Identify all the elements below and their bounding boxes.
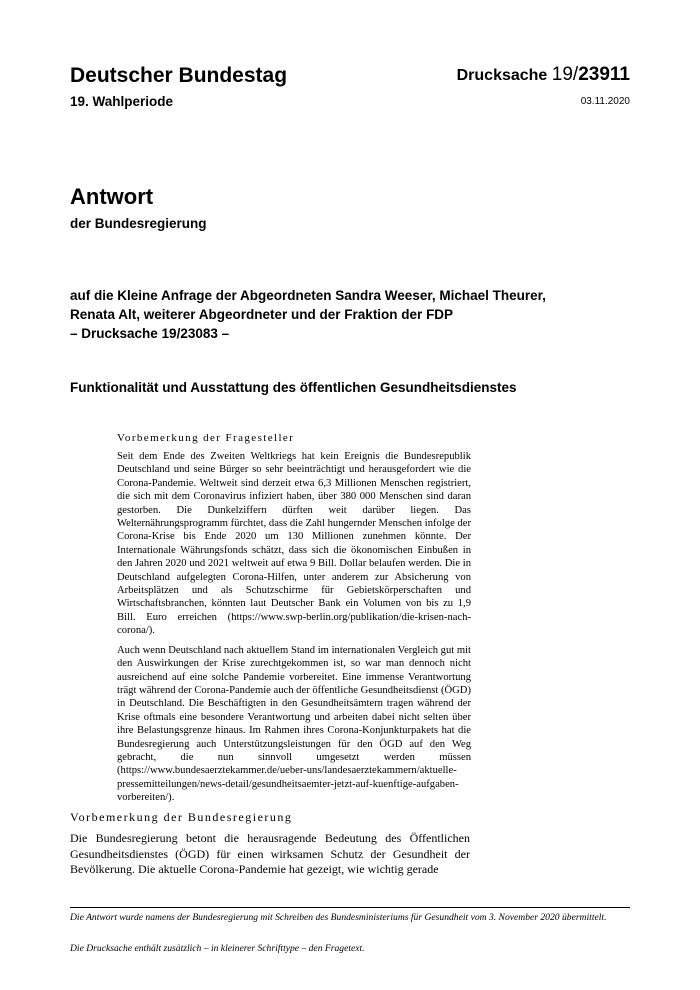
- drucksache-number-main: 23911: [578, 64, 630, 85]
- vorbemerkung-bundesregierung-text: Die Bundesregierung betont die herausragende Bedeutung des Öffentlichen Gesundheitsdienstes (ÖGD) für einen wirksamen Schutz der Gesundheit der Bevölkerung. Die aktuelle Corona-Pandemie hat gezeigt, wie wichtig gerade: [70, 831, 470, 876]
- footer-note-2: Die Drucksache enthält zusätzlich – in kleinerer Schrifttype – den Fragetext.: [70, 943, 365, 954]
- vorbemerkung-fragesteller-heading: Vorbemerkung der Fragesteller: [117, 432, 295, 444]
- vorbemerkung-fragesteller-paragraph-1: Seit dem Ende des Zweiten Weltkriegs hat kein Ereignis die Bundesrepublik Deutschland und seine Bürger so sehr beeinträchtigt und herausgefordert wie die Corona-Pandemie. Weltweit sind derzeit etwa 6,3 Millionen Menschen registriert, die sich mit dem Coronavirus infiziert haben, über 380 000 Menschen sind daran gestorben. Die Dunkelziffern dürften weit darüber liegen. Das Welternährungsprogramm fürchtet, dass die Zahl hungernder Menschen infolge der Corona-Krise bis Ende 2020 um 130 Millionen zunehmen könnte. Der Internationale Währungsfonds schätzt, dass sich die ökonomischen Einbußen in den Jahren 2020 und 2021 weltweit auf etwa 9 Bill. Dollar belaufen werden. Die in Deutschland aufgelegten Corona-Hilfen, unter anderem zur Absicherung von Arbeitsplätzen und als Schutzschirme für Gebietskörperschaften und Wirtschaftsbranchen, könnten laut Deutscher Bank ein Volumen von bis zu 1,9 Bill. Euro erreichen (https://www.swp-berlin.org/publikation/die-krisen-nach-corona/).: [117, 451, 471, 637]
- organization-name: Deutscher Bundestag: [70, 64, 288, 87]
- drucksache-label: Drucksache: [456, 67, 548, 84]
- drucksache-number: [457, 64, 630, 86]
- drucksache-number-prefix: 19/: [551, 64, 579, 85]
- legislative-period: 19. Wahlperiode: [70, 94, 174, 109]
- anfrage-line-2: Renata Alt, weiterer Abgeordneter und der Fraktion der FDP: [70, 307, 454, 322]
- footer-note-1: Die Antwort wurde namens der Bundesregierung mit Schreiben des Bundesministeriums für Gesundheit vom 3. November 2020 übermittelt.: [70, 912, 607, 923]
- topic-heading: Funktionalität und Ausstattung des öffentlichen Gesundheitsdienstes: [70, 380, 517, 395]
- vorbemerkung-fragesteller-section: [117, 432, 471, 811]
- anfrage-line-3: – Drucksache 19/23083 –: [70, 326, 230, 341]
- vorbemerkung-fragesteller-paragraph-2: Auch wenn Deutschland nach aktuellem Stand im internationalen Vergleich gut mit den Auswirkungen der Krise zurechtgekommen ist, so war man dennoch nicht ausreichend auf eine solche Pandemie vorbereitet. Eine immense Verantwortung trägt während der Corona-Pandemie auch der öffentliche Gesundheitsdienst (ÖGD) in Deutschland. Die Beschäftigten in den Gesundheitsämtern tragen während der Krise oftmals eine besondere Verantwortung und arbeiten dabei nicht selten über ihre Belastungsgrenze hinaus. Im Rahmen ihres Corona-Konjunkturpakets hat die Bundesregierung auch Unterstützungsleistungen für den ÖGD auf den Weg gebracht, die nun sinnvoll umgesetzt werden müssen (https://www.bundesaerztekammer.de/ueber-uns/landesaerztekammern/aktuelle-pressemitteilungen/news-detail/gesundheitsaemter-jetzt-auf-kuenftige-aufgaben-vorbereiten/).: [117, 644, 471, 804]
- anfrage-reference: [70, 286, 630, 343]
- footer-divider: [70, 907, 630, 908]
- anfrage-line-1: auf die Kleine Anfrage der Abgeordneten Sandra Weeser, Michael Theurer,: [70, 288, 546, 303]
- document-subtitle: der Bundesregierung: [70, 216, 207, 231]
- document-type-title: Antwort: [70, 184, 154, 209]
- document-date: 03.11.2020: [580, 96, 630, 107]
- vorbemerkung-bundesregierung-heading: Vorbemerkung der Bundesregierung: [70, 810, 293, 824]
